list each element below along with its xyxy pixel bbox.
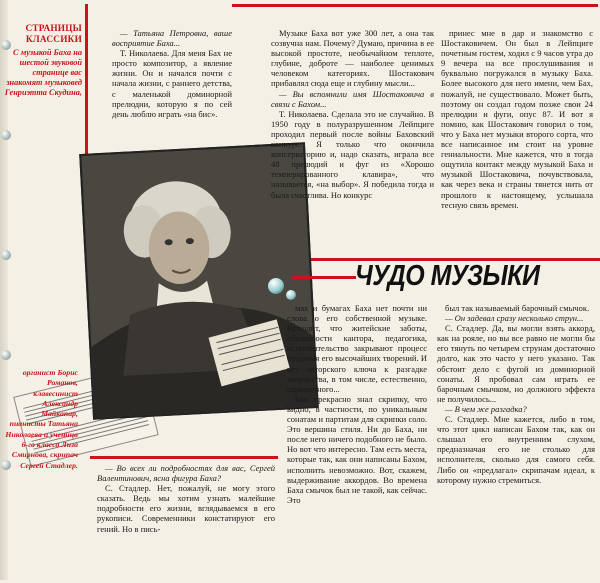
question-paragraph: — Вы вспомнили имя Шостаковича в связи с Бахом... — [271, 88, 434, 109]
article-column-3 — [441, 28, 593, 210]
question-paragraph: — Татьяна Петровна, ваше восприятие Баха... — [112, 28, 232, 49]
sidebar-heading: СТРАНИЦЫ КЛАССИКИ — [25, 24, 82, 45]
title-accent-bar — [292, 276, 356, 279]
article-title: ЧУДО МУЗЫКИ — [355, 259, 540, 293]
body-paragraph: Бах прекрасно знал скрипку, что видно, в частности, по уникальным сонатам и партитам для скрипки соло. Это вершина стиля. Ни до Баха, ни после него ничего подобного не было. Но вот что интересно. Там есть места, которые так, как они написаны Бахом, исполнить невозможно. Вот, скажем, выдерживание аккордов. Во времена Баха смычок был не такой, как сейчас. Это — [287, 393, 427, 505]
question-paragraph: — Во всех ли подробностях для вас, Сергей Валентинович, ясна фигура Баха? — [97, 463, 275, 484]
question-paragraph: — В чем же разгадка? — [445, 403, 527, 414]
sidebar-performers: органист Борис Романов, клавесинист Александр Майкапар, пианисты Татьяна Николаева и ученица 6-го класса Лиза Смирнова, скрипач Сергей Стадлер. — [5, 368, 78, 470]
body-paragraph: Музыке Баха вот уже 300 лет, а она так созвучна нам. Почему? Думаю, причина в ее высокой простоте, необычайном теплоте, глубине, доброте — наиболее ценимых человеком категориях. Шостакович прибавлял сюда еще и глубину мысли... — [271, 28, 434, 89]
body-paragraph: был так называемый барочный смычок. — [445, 303, 590, 313]
body-paragraph: С. Стадлер. Нет, пожалуй, не могу этого сказать. Ведь мы хотим узнать малейшие подробности его жизни, вглядываемся в его рукописи. Современники констатируют его гений. Но в пись- — [97, 483, 275, 534]
article-column-5 — [287, 303, 427, 505]
body-paragraph: С. Стадлер. Мне кажется, либо в том, что этот цикл написан Бахом так, как он слышал его внутренним слухом, предназначая его не столько для исполнителя, сколько для самого себя. Либо он «предлагал» скрипачам идеал, к которому нужно стремиться. — [437, 414, 595, 485]
body-paragraph: Т. Николаева. Для меня Бах не просто композитор, а явление жизни. Он и начался почти с начала жизни, с раннего детства, с маленькой доминорной прелюдии, которую я по сей день люблю играть «на бис». — [112, 48, 232, 119]
question-paragraph: — Он задевал сразу несколько струн... — [445, 313, 584, 324]
binder-ring — [1, 130, 11, 140]
binder-ring — [1, 350, 11, 360]
sidebar-intro — [4, 24, 82, 98]
body-paragraph: принес мне в дар и знакомство с Шостаковичем. Он был в Лейпциге почетным гостем, ходил с 9 часов утра до 9 вечера на все прослушивания и буквально погружался в музыку Баха. Более высокого для него имени, чем Бах, пожалуй, не существовало. Может быть, поэтому он создал годом позже свои 24 прелюдии и фуги, опус 87. И вот я помню, как Шостакович говорил о том, что у Баха нет музыки второго сорта, что все написанное им стоит на уровне гениальности. Мне кажется, что я тогда ощутила контакт между музыкой Баха и музыкой Шостаковича, почувствовала, как через века и страны тянется нить от прошлого к настоящему, услышала тесную связь времен. — [441, 28, 593, 210]
article-column-2 — [271, 28, 434, 200]
binder-ring — [1, 250, 11, 260]
bubble-ornament — [268, 278, 284, 294]
body-paragraph: мах и бумагах Баха нет почти ни слова о его собственной музыке. Выходит, что житейские заботы, обязанности кантора, педагогика, исполнительство закрывают процесс создания его высочайших творений. И нет авторского ключа к разгадке творчества, в том числе, естественно, скрипичного... — [287, 303, 427, 394]
article-column-1 — [112, 28, 232, 119]
bubble-ornament — [286, 290, 296, 300]
article-column-4 — [97, 463, 275, 534]
body-paragraph: С. Стадлер. Да, вы могли взять аккорд, как на рояле, но вы все равно не могли бы его тянуть по четырем струнам достаточно долго, как это часто у него указано. Так обстоит дело с фугой из доминорной сонаты. Я пробовал сам играть ее барочным смычком, но должного эффекта не получилось... — [437, 323, 595, 404]
body-paragraph: Т. Николаева. Сделала это не случайно. В 1950 году в полуразрушенном Лейпциге проходил первый после войны Баховский конкурс. Я только что окончила консерваторию и, надо сказать, играла все 48 прелюдий и фуг из «Хорошо темперированного клавира», что называется, «на выбор». Я победила тогда и была счастлива. Но конкурс — [271, 108, 434, 200]
red-frame-top — [232, 4, 598, 7]
sidebar-intro-text: С музыкой Баха на шестой звуковой странице вас знакомят музыковед Генриэтта Скудина, — [4, 48, 82, 97]
article-column-6 — [437, 303, 595, 485]
